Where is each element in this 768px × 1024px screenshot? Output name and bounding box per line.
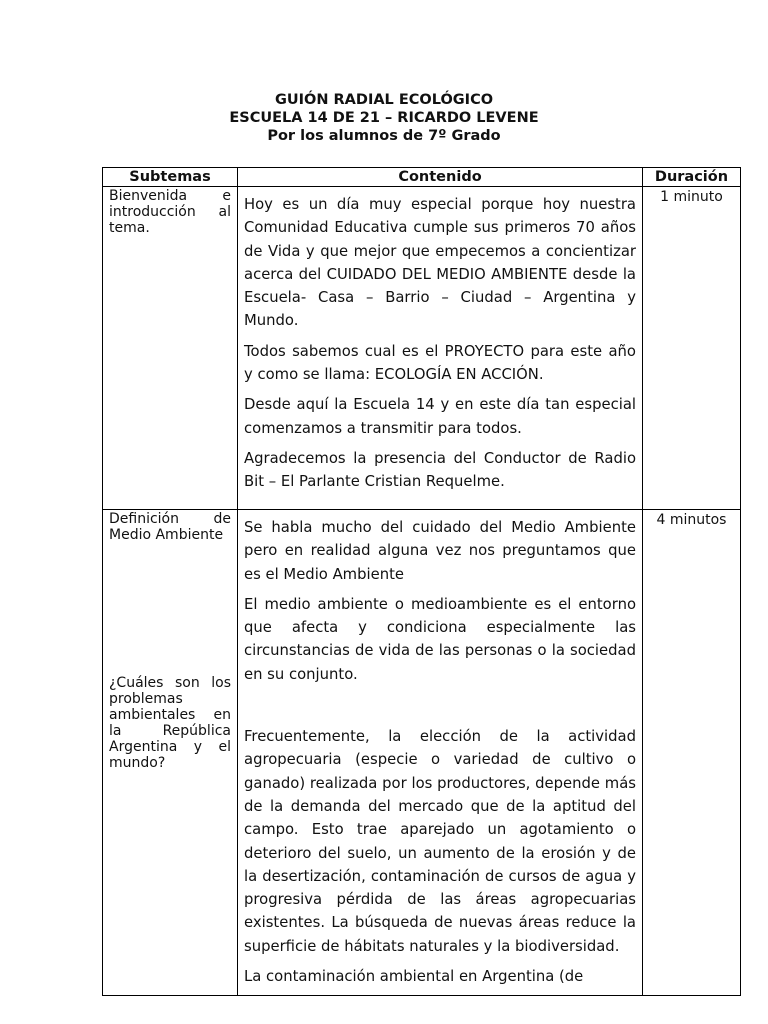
school-name: ESCUELA 14 DE 21 – RICARDO LEVENE bbox=[229, 110, 539, 126]
content-paragraph: Todos sabemos cual es el PROYECTO para este año y como se llama: ECOLOGÍA EN ACCIÓN. bbox=[244, 342, 636, 384]
duracion-cell bbox=[643, 510, 741, 996]
subtema-text-secondary: ¿Cuáles son los problemas ambientales en la República Argentina y el mundo? bbox=[109, 675, 231, 771]
authors-line: Por los alumnos de 7º Grado bbox=[267, 128, 501, 144]
column-header-contenido: Contenido bbox=[238, 168, 643, 187]
content-paragraph: Hoy es un día muy especial porque hoy nuestra Comunidad Educativa cumple sus primeros 70 años de Vida y que mejor que empecemos a concientizar acerca del CUIDADO DEL MEDIO AMBIENTE desde la Escuela- Casa – Barrio – Ciudad – Argentina y Mundo. bbox=[244, 196, 636, 330]
script-table bbox=[102, 167, 741, 996]
content-paragraph: El medio ambiente o medioambiente es el entorno que afecta y condiciona especialmente las circunstancias de vida de las personas o la sociedad en su conjunto. bbox=[244, 595, 636, 683]
subtema-cell bbox=[103, 510, 238, 996]
content-paragraph: Desde aquí la Escuela 14 y en este día tan especial comenzamos a transmitir para todos. bbox=[244, 396, 636, 437]
table-header-row bbox=[103, 168, 741, 187]
column-header-duracion: Duración bbox=[643, 168, 741, 187]
contenido-cell bbox=[238, 510, 643, 996]
table-row bbox=[103, 187, 741, 510]
column-header-subtemas: Subtemas bbox=[103, 168, 238, 187]
duracion-text: 4 minutos bbox=[656, 512, 727, 528]
content-paragraph: Se habla mucho del cuidado del Medio Ambiente pero en realidad alguna vez nos preguntamos que es el Medio Ambiente bbox=[244, 519, 636, 583]
duracion-text: 1 minuto bbox=[660, 189, 723, 205]
table-row bbox=[103, 510, 741, 996]
content-paragraph: La contaminación ambiental en Argentina (de bbox=[244, 968, 584, 986]
contenido-cell bbox=[238, 187, 643, 510]
subtema-cell bbox=[103, 187, 238, 510]
document-title: GUIÓN RADIAL ECOLÓGICO bbox=[274, 92, 494, 108]
content-paragraph: Agradecemos la presencia del Conductor de Radio Bit – El Parlante Cristian Requelme. bbox=[244, 449, 636, 491]
subtema-text: Bienvenida e introducción al tema. bbox=[109, 188, 231, 236]
duracion-cell bbox=[643, 187, 741, 510]
subtema-text: Definición de Medio Ambiente bbox=[109, 511, 231, 543]
content-paragraph: Frecuentemente, la elección de la actividad agropecuaria (especie o variedad de cultivo o ganado) realizada por los productores, depende más de la demanda del mercado que de la aptitud del campo. Esto trae aparejado un agotamiento o deterioro del suelo, un aumento de la erosión y de la desertización, contaminación de cursos de agua y progresiva pérdida de las áreas agropecuarias existentes. La búsqueda de nuevas áreas reduce la superficie de hábitats naturales y la biodiversidad. bbox=[244, 728, 636, 955]
document-header bbox=[0, 91, 768, 145]
